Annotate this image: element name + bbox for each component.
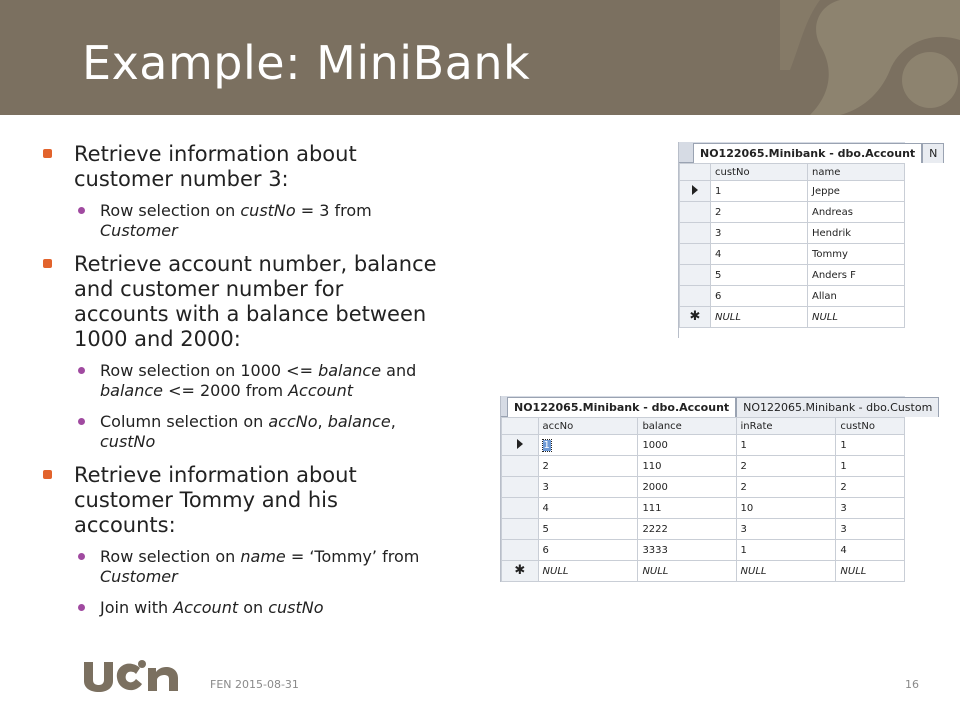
bullet-level2 [40,412,440,452]
table-new-row[interactable] [502,561,905,582]
row-selector[interactable] [680,181,711,202]
tab-bar [679,142,938,163]
table-row[interactable] [502,540,905,561]
table-cell[interactable]: 3 [736,519,836,540]
bullet-text: on [238,598,269,617]
table-row[interactable] [502,498,905,519]
table-cell[interactable]: 2 [538,456,638,477]
column-header[interactable]: custNo [711,164,808,181]
table-cell[interactable]: 2000 [638,477,736,498]
table-cell[interactable]: 6 [711,286,808,307]
row-selector[interactable] [502,540,539,561]
row-selector[interactable] [502,435,539,456]
row-selector[interactable] [502,498,539,519]
table-cell[interactable]: 2 [736,477,836,498]
column-header[interactable]: balance [638,418,736,435]
account-table-window [500,396,933,582]
row-selector[interactable] [502,456,539,477]
table-row[interactable] [680,223,905,244]
decorative-ucn-graphic [780,0,960,115]
bullet-text: Row selection on [100,547,241,566]
bullet-level2 [40,547,440,587]
table-row[interactable] [502,456,905,477]
table-cell[interactable]: 4 [538,498,638,519]
bullet-dot-icon [78,207,85,214]
row-selector-header[interactable] [502,418,539,435]
tab-account[interactable]: NO122065.Minibank - dbo.Account [693,143,922,163]
slide-title: Example: MiniBank [82,36,531,90]
table-cell[interactable]: Jeppe [808,181,905,202]
selected-cell-value[interactable]: 1 [543,439,550,451]
bullet-italic: Account [173,598,239,617]
bullet-italic: name [240,547,286,566]
table-cell[interactable]: Andreas [808,202,905,223]
row-selector[interactable] [680,265,711,286]
table-cell[interactable]: NULL [836,561,905,582]
bullet-italic: Customer [100,567,178,586]
table-cell[interactable]: 4 [711,244,808,265]
table-row[interactable] [680,265,905,286]
table-cell[interactable]: 1 [711,181,808,202]
table-row[interactable] [502,519,905,540]
bullet-level2 [40,361,440,401]
bullet-text: Retrieve information about customer Tommy and his accounts: [74,463,357,537]
tab-account[interactable]: NO122065.Minibank - dbo.Account [507,397,736,417]
row-selector[interactable] [680,223,711,244]
table-header-row [680,164,905,181]
table-cell[interactable]: 3 [711,223,808,244]
table-cell[interactable] [538,435,638,456]
bullet-italic: custNo [240,201,296,220]
table-row[interactable] [502,477,905,498]
table-cell[interactable]: NULL [808,307,905,328]
table-cell[interactable]: 1 [836,435,905,456]
table-cell[interactable]: 5 [538,519,638,540]
customer-table-window [678,142,938,338]
bullet-level2 [40,201,440,241]
table-row[interactable] [502,435,905,456]
table-header-row [502,418,905,435]
table-row[interactable] [680,244,905,265]
table-cell[interactable]: 6 [538,540,638,561]
bullet-text: = 3 from [295,201,372,220]
table-cell[interactable]: 1 [736,435,836,456]
customer-table [679,163,905,328]
current-row-arrow-icon [517,439,523,449]
bullet-text: Row selection on [100,201,241,220]
bullet-text: from [382,547,420,566]
row-selector[interactable] [680,307,711,328]
column-header[interactable]: accNo [538,418,638,435]
table-cell[interactable]: NULL [638,561,736,582]
bullet-level2 [40,598,440,618]
bullet-text: <= 2000 from [163,381,289,400]
bullet-dot-icon [78,604,85,611]
slide-header [0,0,960,115]
ucn-logo [82,658,182,692]
table-cell[interactable]: 10 [736,498,836,519]
bullet-text: Join with [100,598,174,617]
table-cell[interactable]: 2 [711,202,808,223]
tab-bar [501,396,933,417]
bullet-italic: custNo [268,598,324,617]
table-cell[interactable]: 3 [836,498,905,519]
bullet-square-icon [43,259,52,268]
bullet-italic: balance [318,361,382,380]
bullet-italic: Account [288,381,353,400]
bullet-square-icon [43,470,52,479]
bullet-level1 [40,463,440,538]
bullet-dot-icon [78,367,85,374]
table-cell[interactable]: Tommy [808,244,905,265]
bullet-text: Row selection on 1000 <= [100,361,319,380]
tab-customer[interactable]: NO122065.Minibank - dbo.Custom [736,397,939,417]
table-cell[interactable]: NULL [711,307,808,328]
row-selector-header[interactable] [680,164,711,181]
table-cell[interactable]: NULL [538,561,638,582]
table-row[interactable] [680,286,905,307]
bullet-square-icon [43,149,52,158]
bullet-text: Retrieve account number, balance and customer number for accounts with a balance between 1000 and 2000: [74,252,437,351]
table-cell[interactable]: Allan [808,286,905,307]
table-cell[interactable]: Hendrik [808,223,905,244]
column-header[interactable]: inRate [736,418,836,435]
table-new-row[interactable] [680,307,905,328]
row-selector[interactable] [680,202,711,223]
footer-date: FEN 2015-08-31 [210,678,299,691]
row-selector[interactable] [680,244,711,265]
account-table [501,417,905,582]
bullet-text: Column selection on [100,412,269,431]
bullet-dot-icon [78,553,85,560]
table-cell[interactable]: 3333 [638,540,736,561]
column-header[interactable]: name [808,164,905,181]
bullet-level1 [40,142,440,192]
table-cell[interactable]: 1 [736,540,836,561]
bullet-italic: balance [327,412,391,431]
row-selector[interactable] [502,477,539,498]
table-row[interactable] [680,202,905,223]
bullet-text: and [381,361,417,380]
bullet-text: Retrieve information about customer number 3: [74,142,357,191]
table-cell[interactable]: 3 [836,519,905,540]
row-selector[interactable] [502,519,539,540]
row-selector[interactable] [502,561,539,582]
current-row-arrow-icon [692,185,698,195]
bullet-text: = ‘Tommy’ [285,547,383,566]
table-cell[interactable]: 4 [836,540,905,561]
table-cell[interactable]: Anders F [808,265,905,286]
bullet-italic: accNo [268,412,318,431]
table-cell[interactable]: NULL [736,561,836,582]
table-cell[interactable]: 2 [836,477,905,498]
table-row[interactable] [680,181,905,202]
table-cell[interactable]: 110 [638,456,736,477]
bullet-italic: Customer [100,221,178,240]
bullet-level1 [40,252,440,352]
row-selector[interactable] [680,286,711,307]
bullet-dot-icon [78,418,85,425]
table-cell[interactable]: 2222 [638,519,736,540]
table-cell[interactable]: 5 [711,265,808,286]
table-cell[interactable]: 2 [736,456,836,477]
new-row-star-icon: ✱ [514,563,526,578]
table-cell[interactable]: 1 [836,456,905,477]
new-row-star-icon: ✱ [689,309,701,324]
table-cell[interactable]: 111 [638,498,736,519]
bullet-list [40,142,440,629]
table-cell[interactable]: 3 [538,477,638,498]
bullet-italic: custNo [100,432,156,451]
bullet-text: , [317,412,328,431]
bullet-text: , [390,412,396,431]
page-number: 16 [905,678,919,691]
table-cell[interactable]: 1000 [638,435,736,456]
bullet-italic: balance [100,381,163,400]
tab-next[interactable]: N [922,143,944,163]
column-header[interactable]: custNo [836,418,905,435]
